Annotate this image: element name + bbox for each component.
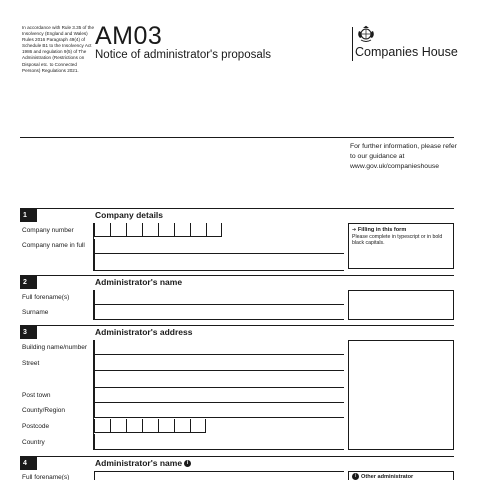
country-field[interactable] xyxy=(94,434,344,450)
postcode-label: Postcode xyxy=(22,423,50,430)
brand-name: Companies House xyxy=(355,45,458,59)
section-1-title: Company details xyxy=(95,210,164,220)
postcode-field[interactable] xyxy=(94,419,206,433)
section-4-rule xyxy=(20,456,454,457)
company-name-field-line-2[interactable] xyxy=(94,254,344,271)
company-number-label: Company number xyxy=(22,227,74,234)
legal-basis-text: In accordance with Rule 3.35 of the Insolvency (England and Wales) Rules 2016 Paragraph 49(4) of Schedule B1 to the Insolvency Act 1986 and regulation 9(5) of The Administration (Restrictions on Disposal etc. to Connected Persons) Regulations 2021. xyxy=(22,25,95,73)
logo-divider xyxy=(352,27,353,61)
section-2-rule xyxy=(20,275,454,276)
other-admin-note-title: Other administrator xyxy=(361,473,414,480)
section-4-title xyxy=(95,457,191,469)
companies-house-logo xyxy=(352,25,458,65)
filling-note-title: Filling in this form xyxy=(357,227,407,233)
building-label: Building name/number xyxy=(22,344,88,351)
section-3-title: Administrator's address xyxy=(95,327,193,337)
info-icon: i xyxy=(352,473,359,480)
other-admin-forename-label: Full forename(s) xyxy=(22,474,70,480)
admin-surname-field[interactable] xyxy=(94,305,344,320)
section-1-number: 1 xyxy=(20,209,37,222)
company-name-label: Company name in full xyxy=(22,242,85,249)
section-4-number: 4 xyxy=(20,457,37,470)
section-1-rule xyxy=(20,208,454,209)
header-divider xyxy=(20,137,454,138)
street-field-line-2[interactable] xyxy=(94,371,344,388)
right-arrow-icon: ➔ xyxy=(352,227,357,233)
section-2-title: Administrator's name xyxy=(95,277,183,287)
county-label: County/Region xyxy=(22,407,65,414)
admin-surname-label: Surname xyxy=(22,309,49,316)
other-admin-forename-field[interactable] xyxy=(94,471,344,480)
company-number-field[interactable] xyxy=(94,223,222,237)
section-2-side-box xyxy=(348,290,454,320)
section-4-title-text: Administrator's name xyxy=(95,458,183,468)
building-field[interactable] xyxy=(94,340,344,355)
form-title: Notice of administrator's proposals xyxy=(95,49,272,61)
country-label: Country xyxy=(22,439,45,446)
section-3-side-box xyxy=(348,340,454,450)
section-2-number: 2 xyxy=(20,276,37,289)
label-column-divider-2 xyxy=(93,290,94,320)
admin-forename-field[interactable] xyxy=(94,290,344,305)
label-column-divider-3 xyxy=(93,340,94,450)
street-field-line-1[interactable] xyxy=(94,355,344,371)
filling-note-text: Please complete in typescript or in bold black capitals. xyxy=(352,233,443,247)
form-code: AM03 xyxy=(95,22,163,50)
county-field[interactable] xyxy=(94,403,344,418)
street-label: Street xyxy=(22,360,40,367)
company-name-field-line-1[interactable] xyxy=(94,239,344,254)
info-icon: i xyxy=(184,460,191,467)
admin-forename-label: Full forename(s) xyxy=(22,294,70,301)
other-admin-note xyxy=(352,473,452,480)
post-town-label: Post town xyxy=(22,392,51,399)
section-3-number: 3 xyxy=(20,326,37,339)
filling-note xyxy=(352,227,452,247)
label-column-divider-1 xyxy=(93,223,94,271)
further-info-text: For further information, please refer to our guidance at www.gov.uk/companieshouse xyxy=(350,143,457,170)
post-town-field[interactable] xyxy=(94,388,344,403)
royal-crest-icon xyxy=(356,25,376,45)
section-3-rule xyxy=(20,325,454,326)
